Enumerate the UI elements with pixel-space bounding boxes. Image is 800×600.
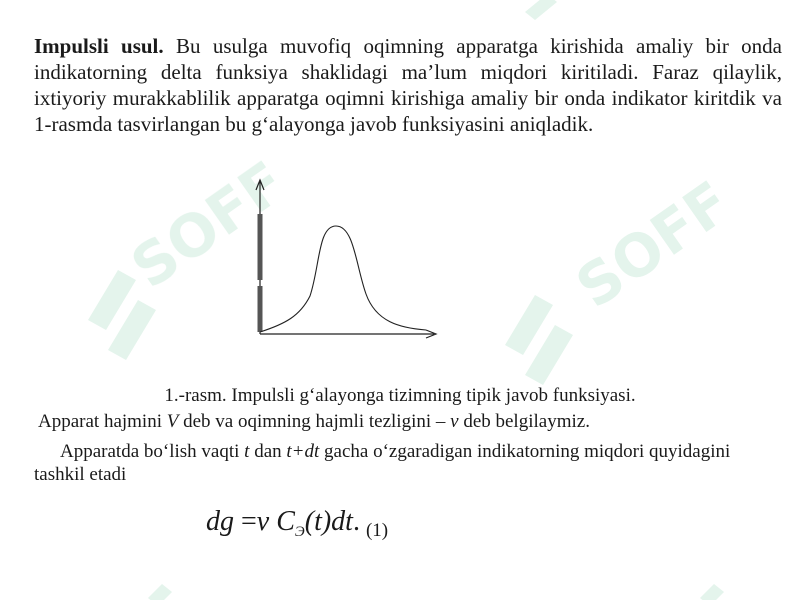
volume-text-1: Apparat hajmini	[38, 411, 167, 432]
response-curve	[260, 226, 426, 332]
formula-c: C	[269, 506, 295, 537]
intro-paragraph-text: Bu usulga muvofiq oqimning apparatga kirishida amaliy bir onda indikatorning delta funksiya shaklidagi ma’lum miqdori kiritiladi. Faraz qilaylik, ixtiyoriy murakkablilik apparatga oqimni kirishiga amaliy bir onda indikator kiritdik va 1-rasmda tasvirlangan bu g‘alayonga javob funksiyasini aniqladik.	[34, 34, 782, 136]
y-axis-thick-segment-upper	[258, 214, 263, 280]
formula-period: .	[352, 506, 360, 537]
formula-argument: (t)dt	[304, 506, 353, 537]
residence-text-1: Apparatda bo‘lish vaqti	[60, 441, 245, 462]
flow-rate-symbol: v	[450, 411, 459, 432]
intro-paragraph	[34, 33, 782, 137]
section-lead-heading: Impulsli usul.	[34, 34, 164, 58]
volume-text-3: deb belgilaymiz.	[458, 411, 590, 432]
formula-equals: =	[234, 506, 257, 537]
volume-definition-paragraph	[38, 411, 590, 433]
response-function-figure	[250, 176, 440, 346]
watermark-logo-top-icon	[525, 0, 557, 20]
watermark-logo-right-icon	[505, 295, 573, 385]
volume-symbol: V	[166, 411, 179, 432]
watermark-logo-bottom-right-icon	[700, 584, 724, 600]
formula-nu: ν	[256, 506, 270, 537]
watermark-logo-bottom-left-icon	[148, 584, 172, 600]
watermark-text-left: SOFF	[119, 148, 298, 302]
residence-time-paragraph	[34, 440, 754, 486]
volume-text-2: deb va oqimning hajmli tezligini –	[178, 411, 451, 432]
time-interval-symbol: t+dt	[286, 441, 320, 462]
formula-subscript: Э	[294, 524, 305, 540]
time-symbol: t	[244, 441, 250, 462]
equation-1	[206, 506, 388, 542]
watermark-logo-left-icon	[88, 270, 156, 360]
equation-number: (1)	[365, 520, 389, 541]
watermark-text-right: SOFF	[564, 168, 743, 322]
residence-text-2: dan	[249, 441, 287, 462]
formula-lhs: dg	[206, 506, 234, 537]
residence-text-3: gacha o‘zgaradigan indikatorning miqdori quyidagini tashkil etadi	[34, 441, 731, 485]
figure-caption: 1.-rasm. Impulsli g‘alayonga tizimning tipik javob funksiyasi.	[164, 385, 636, 406]
y-axis-thick-segment-lower	[258, 286, 263, 332]
